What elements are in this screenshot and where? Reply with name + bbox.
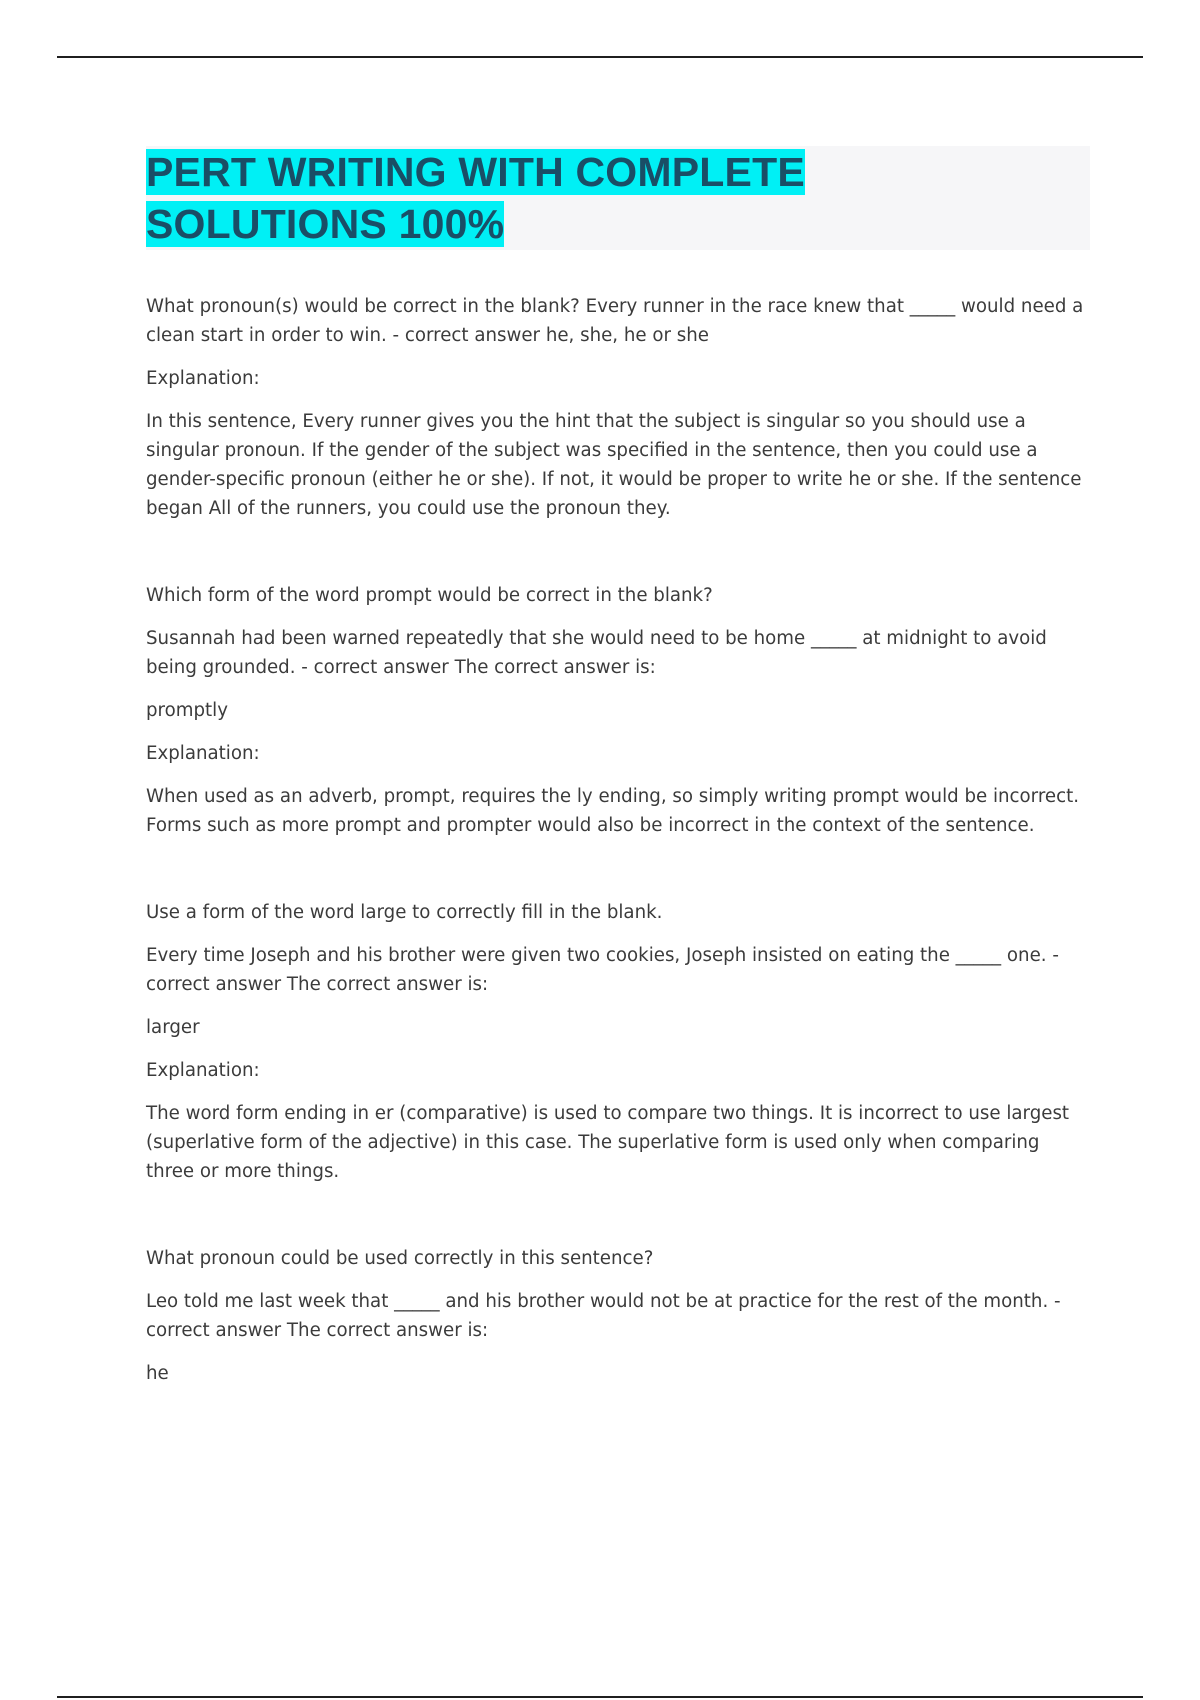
question-4-intro: What pronoun could be used correctly in this sentence? xyxy=(146,1248,654,1269)
question-2-explanation: When used as an adverb, prompt, requires the ly ending, so simply writing prompt would be incorrect. Forms such as more prompt and prompter would also be incorrect in the context of the sentence. xyxy=(146,786,1080,836)
question-3 xyxy=(146,898,1090,1186)
document-title xyxy=(146,146,1090,250)
question-2-prompt: Susannah had been warned repeatedly that she would need to be home _____ at midnight to avoid being grounded. - correct answer The correct answer is: xyxy=(146,628,1047,678)
question-2-explanation-label: Explanation: xyxy=(146,743,260,764)
bottom-rule xyxy=(57,1696,1143,1698)
document-body xyxy=(146,146,1090,1402)
question-1-explanation-label: Explanation: xyxy=(146,368,260,389)
top-rule xyxy=(57,56,1143,58)
question-3-answer: larger xyxy=(146,1017,200,1038)
question-4-prompt: Leo told me last week that _____ and his brother would not be at practice for the rest of the month. - correct answer The correct answer is: xyxy=(146,1291,1061,1341)
question-4 xyxy=(146,1244,1090,1388)
question-2-intro: Which form of the word prompt would be correct in the blank? xyxy=(146,585,713,606)
question-2-answer: promptly xyxy=(146,700,228,721)
title-line-2: SOLUTIONS 100% xyxy=(146,201,505,247)
question-1-explanation: In this sentence, Every runner gives you the hint that the subject is singular so you should use a singular pronoun. If the gender of the subject was specified in the sentence, then you could use a gender-specific pronoun (either he or she). If not, it would be proper to write he or she. If the sentence began All of the runners, you could use the pronoun they. xyxy=(146,411,1082,519)
question-3-explanation-label: Explanation: xyxy=(146,1060,260,1081)
question-4-answer: he xyxy=(146,1363,169,1384)
question-3-explanation: The word form ending in er (comparative) is used to compare two things. It is incorrect to use largest (superlative form of the adjective) in this case. The superlative form is used only when comparing three or more things. xyxy=(146,1103,1070,1182)
question-3-prompt: Every time Joseph and his brother were given two cookies, Joseph insisted on eating the _____ one. - correct answer The correct answer is: xyxy=(146,945,1059,995)
title-block xyxy=(146,146,1090,250)
question-3-intro: Use a form of the word large to correctly fill in the blank. xyxy=(146,902,663,923)
question-1 xyxy=(146,292,1090,523)
question-2 xyxy=(146,581,1090,840)
question-1-prompt: What pronoun(s) would be correct in the blank? Every runner in the race knew that _____ would need a clean start in order to win. - correct answer he, she, he or she xyxy=(146,296,1084,346)
title-line-1: PERT WRITING WITH COMPLETE xyxy=(146,149,805,195)
